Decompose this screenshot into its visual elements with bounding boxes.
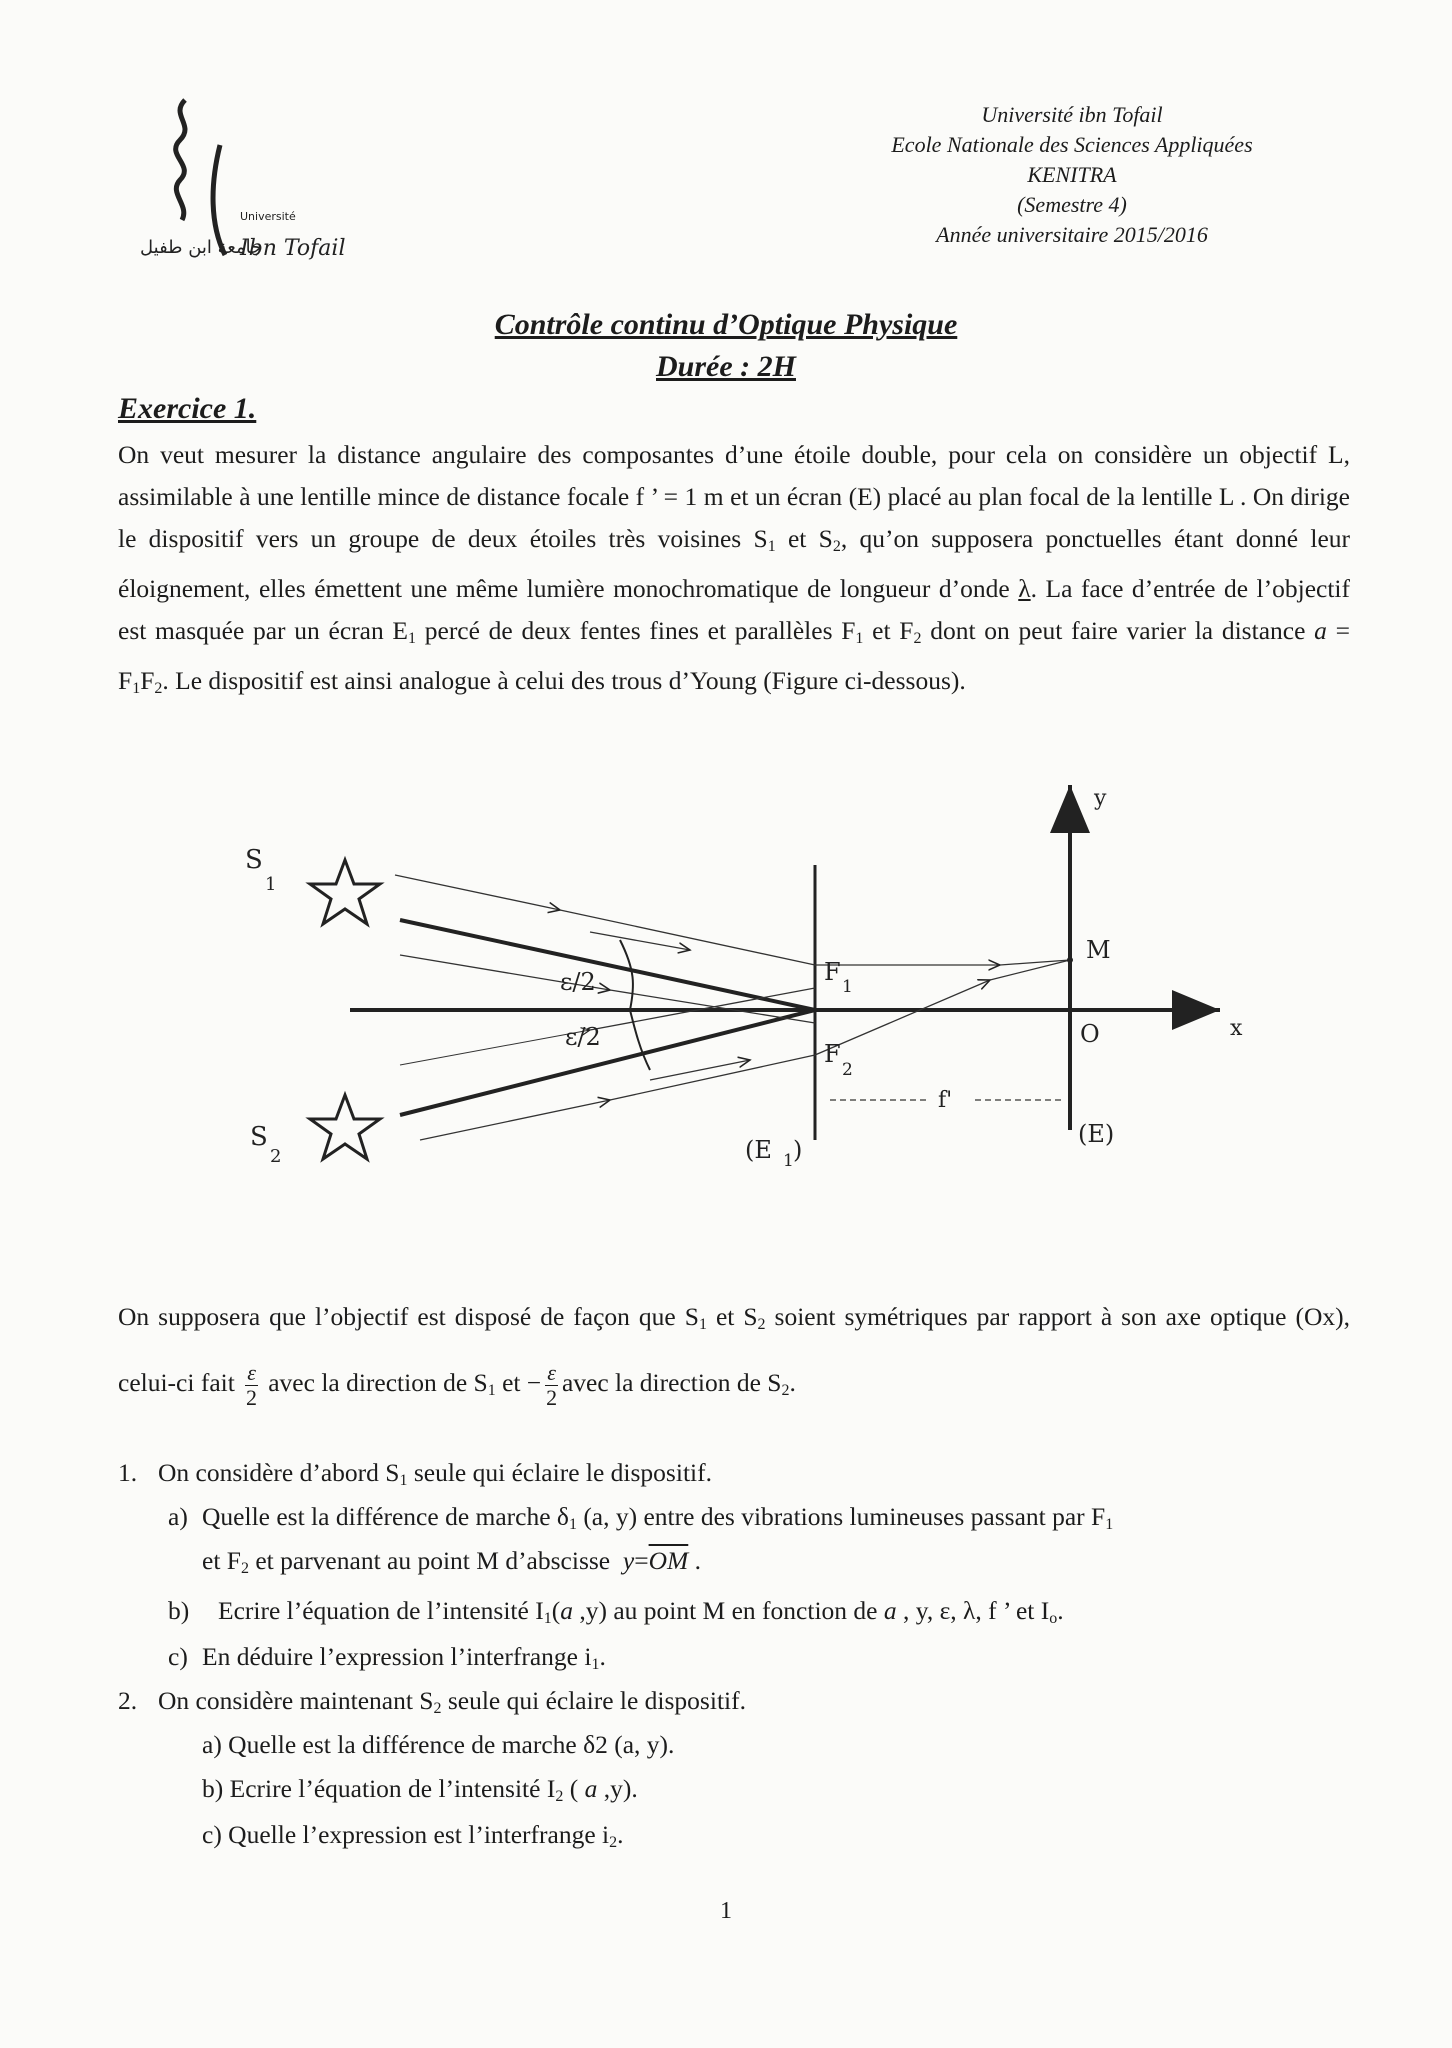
exercise-intro (118, 434, 1350, 710)
var-y: y (622, 1546, 635, 1575)
equals-sign: = (634, 1546, 649, 1575)
frac-den: 2 (246, 1384, 258, 1410)
q2b-text-3: ,y). (603, 1774, 638, 1803)
q1a-text-4: et parvenant au point M d’abscisse (255, 1546, 611, 1575)
star-s1: S (753, 524, 768, 553)
question-2-number: 2. (118, 1686, 138, 1715)
q2c-text: c) Quelle l’expression est l’interfrange i (202, 1820, 610, 1849)
label-e1: (E (745, 1136, 772, 1164)
logo-university-label: Université (240, 210, 296, 223)
intro-paragraph (118, 434, 1350, 710)
label-m: M (1086, 936, 1111, 964)
ray-s2-main (400, 1010, 815, 1115)
q1b-label: b) (168, 1596, 190, 1625)
sub-2: 2 (154, 680, 163, 697)
q1b-end: . (1057, 1596, 1064, 1625)
university-logo (140, 95, 350, 275)
logo-name: Ibn Tofail (240, 236, 346, 261)
intro-text-6: et F (872, 616, 914, 645)
para2-text-3: soient symétriques par rapport à son axe optique (Ox), celui-ci fait (118, 1302, 1350, 1397)
sub-2: 2 (757, 1316, 766, 1333)
para2-text-4: avec la direction de S (268, 1368, 488, 1397)
semester: (Semestre 4) (1017, 192, 1127, 217)
intro-text-4: . La face d’entrée de l’objectif est masquée par un écran E (118, 574, 1351, 645)
sub-0: o (1049, 1610, 1058, 1627)
frac-num: ε (547, 1359, 556, 1385)
sub-2: 2 (555, 1788, 564, 1805)
q2-text: On considère maintenant S (158, 1686, 434, 1715)
young-slits-figure (230, 770, 1250, 1170)
vector-om: $\overline{OM}$ (648, 1546, 689, 1575)
label-f2: F (824, 1040, 841, 1068)
para2-text-5: et (502, 1368, 521, 1397)
label-e1-close: ) (793, 1136, 803, 1164)
sub-2: 2 (609, 1834, 618, 1851)
sub-2: 2 (433, 1700, 442, 1717)
q1c-text: En déduire l’expression l’interfrange i (202, 1642, 592, 1671)
question-2b (202, 1768, 638, 1818)
city: KENITRA (1027, 162, 1117, 187)
sub-2: 2 (240, 1560, 249, 1577)
intro-text-1: On veut mesurer la distance angulaire des composantes d’une étoile double, pour cela on considère un objectif L, assimilable à une lentille mince de distance focale f ’ = 1 m et un écran (E) placé au plan focal de la lentille L . On dirige le dispositif vers un groupe de deux étoiles très voisines (118, 440, 1350, 553)
label-s2-sub: 2 (270, 1146, 282, 1167)
question-2 (158, 1680, 746, 1730)
page-number: 1 (720, 1898, 732, 1924)
sub-2: 2 (913, 630, 922, 647)
q1a-text-1: Quelle est la différence de marche δ (202, 1502, 569, 1531)
institution-header (812, 100, 1332, 250)
school-name: Ecole Nationale des Sciences Appliquées (891, 132, 1253, 157)
q2-end: seule qui éclaire le dispositif. (447, 1686, 746, 1715)
q1a-text-2: (a, y) entre des vibrations lumineuses passant par F (583, 1502, 1106, 1531)
question-1 (158, 1452, 712, 1502)
q1c-label: c) (168, 1642, 188, 1671)
para2-text-1: On supposera que l’objectif est disposé de façon que S (118, 1302, 699, 1331)
label-eps-bottom: ε/2 (565, 1023, 601, 1051)
label-e1-sub: 1 (783, 1151, 794, 1170)
q1a-label: a) (168, 1502, 188, 1531)
intro-text-3: , qu’on supposera ponctuelles étant donné leur éloignement, elles émettent une même lumière monochromatique de longueur d’onde (118, 524, 1351, 603)
question-2a: a) Quelle est la différence de marche δ2 (a, y). (202, 1730, 675, 1759)
sub-2: 2 (781, 1382, 790, 1399)
university-name: Université ibn Tofail (981, 102, 1163, 127)
var-a: a (883, 1596, 897, 1625)
label-s1: S (245, 845, 263, 875)
var-a: a (560, 1596, 573, 1625)
symmetry-paragraph (118, 1288, 1350, 1420)
label-f2-sub: 2 (842, 1060, 853, 1080)
intro-text-2: et (787, 524, 807, 553)
sub-1: 1 (487, 1382, 496, 1399)
sub-1: 1 (1105, 1516, 1114, 1533)
para2-text-2: et S (715, 1302, 758, 1331)
intro-text-8: = F (118, 616, 1351, 695)
figure-svg (230, 770, 1250, 1170)
label-o: O (1080, 1020, 1100, 1048)
fraction-eps-half (245, 1361, 258, 1410)
label-f1: F (824, 958, 841, 986)
label-s1-sub: 1 (265, 874, 277, 895)
intro-text-5: percé de deux fentes fines et parallèles F (424, 616, 856, 645)
university-logo-graphic (140, 95, 350, 275)
sub-2: 2 (832, 538, 841, 555)
sub-1: 1 (698, 1316, 707, 1333)
star-s1-icon (310, 860, 380, 924)
q1a-end: . (694, 1546, 702, 1575)
sub-1: 1 (408, 630, 417, 647)
q2c-end: . (617, 1820, 624, 1849)
question-1-number: 1. (118, 1458, 138, 1487)
label-f1-sub: 1 (842, 977, 853, 997)
frac-num: ε (247, 1359, 256, 1385)
intro-text-7: dont on peut faire varier la distance (930, 616, 1306, 645)
question-1a-cont (202, 1540, 701, 1590)
q1-end: seule qui éclaire le dispositif. (413, 1458, 712, 1487)
para2-text-6: avec la direction de S (561, 1368, 782, 1397)
sub-1: 1 (591, 1656, 600, 1673)
q2b-paren: ( (569, 1774, 579, 1803)
q1a-text-3: et F (202, 1546, 241, 1575)
fraction-eps-half-neg (545, 1361, 558, 1410)
label-s2: S (250, 1122, 268, 1152)
frac-den: 2 (546, 1384, 558, 1410)
label-fprime: f' (938, 1088, 953, 1113)
var-a: a (584, 1774, 598, 1803)
minus-sign: − (526, 1368, 542, 1397)
q1b-text-4: , y, ε, λ, f ’ et I (902, 1596, 1050, 1625)
question-1a (202, 1496, 1352, 1546)
intro-text-9: F (140, 666, 155, 695)
q1b-paren: ( (551, 1596, 561, 1625)
sub-1: 1 (855, 630, 864, 647)
academic-year: Année universitaire 2015/2016 (936, 222, 1208, 247)
intro-text-10: . Le dispositif est ainsi analogue à celui des trous d’Young (Figure ci-dessous). (162, 666, 966, 695)
sub-1: 1 (767, 538, 776, 555)
exam-title: Contrôle continu d’Optique Physique (494, 308, 958, 341)
q1b-text-3: ,y) au point M en fonction de (579, 1596, 878, 1625)
sub-1: 1 (132, 680, 141, 697)
sub-1: 1 (399, 1472, 408, 1489)
para2-text-7: . (789, 1368, 796, 1397)
lambda-symbol: λ (1018, 574, 1031, 603)
q2b-text-1: b) Ecrire l’équation de l’intensité I (202, 1774, 556, 1803)
star-s2: S (818, 524, 833, 553)
question-2c (202, 1814, 624, 1864)
question-1b (218, 1590, 1064, 1640)
logo-arabic: جامعة ابن طفيل (140, 237, 263, 258)
label-e: (E) (1078, 1120, 1115, 1148)
exercise-heading: Exercice 1. (118, 392, 257, 425)
sub-1: 1 (543, 1610, 552, 1627)
label-y: y (1094, 786, 1107, 811)
q1b-text-1: Ecrire l’équation de l’intensité I (218, 1596, 544, 1625)
q1-text: On considère d’abord S (158, 1458, 400, 1487)
star-s2-icon (310, 1095, 380, 1159)
var-a: a (1314, 616, 1327, 645)
label-x: x (1230, 1016, 1243, 1041)
label-eps-top: ε/2 (560, 968, 596, 996)
question-1c: En déduire l’expression l’interfrange $i_1$. (202, 1642, 606, 1673)
sub-1: 1 (568, 1516, 577, 1533)
exam-duration: Durée : 2H (656, 350, 796, 383)
